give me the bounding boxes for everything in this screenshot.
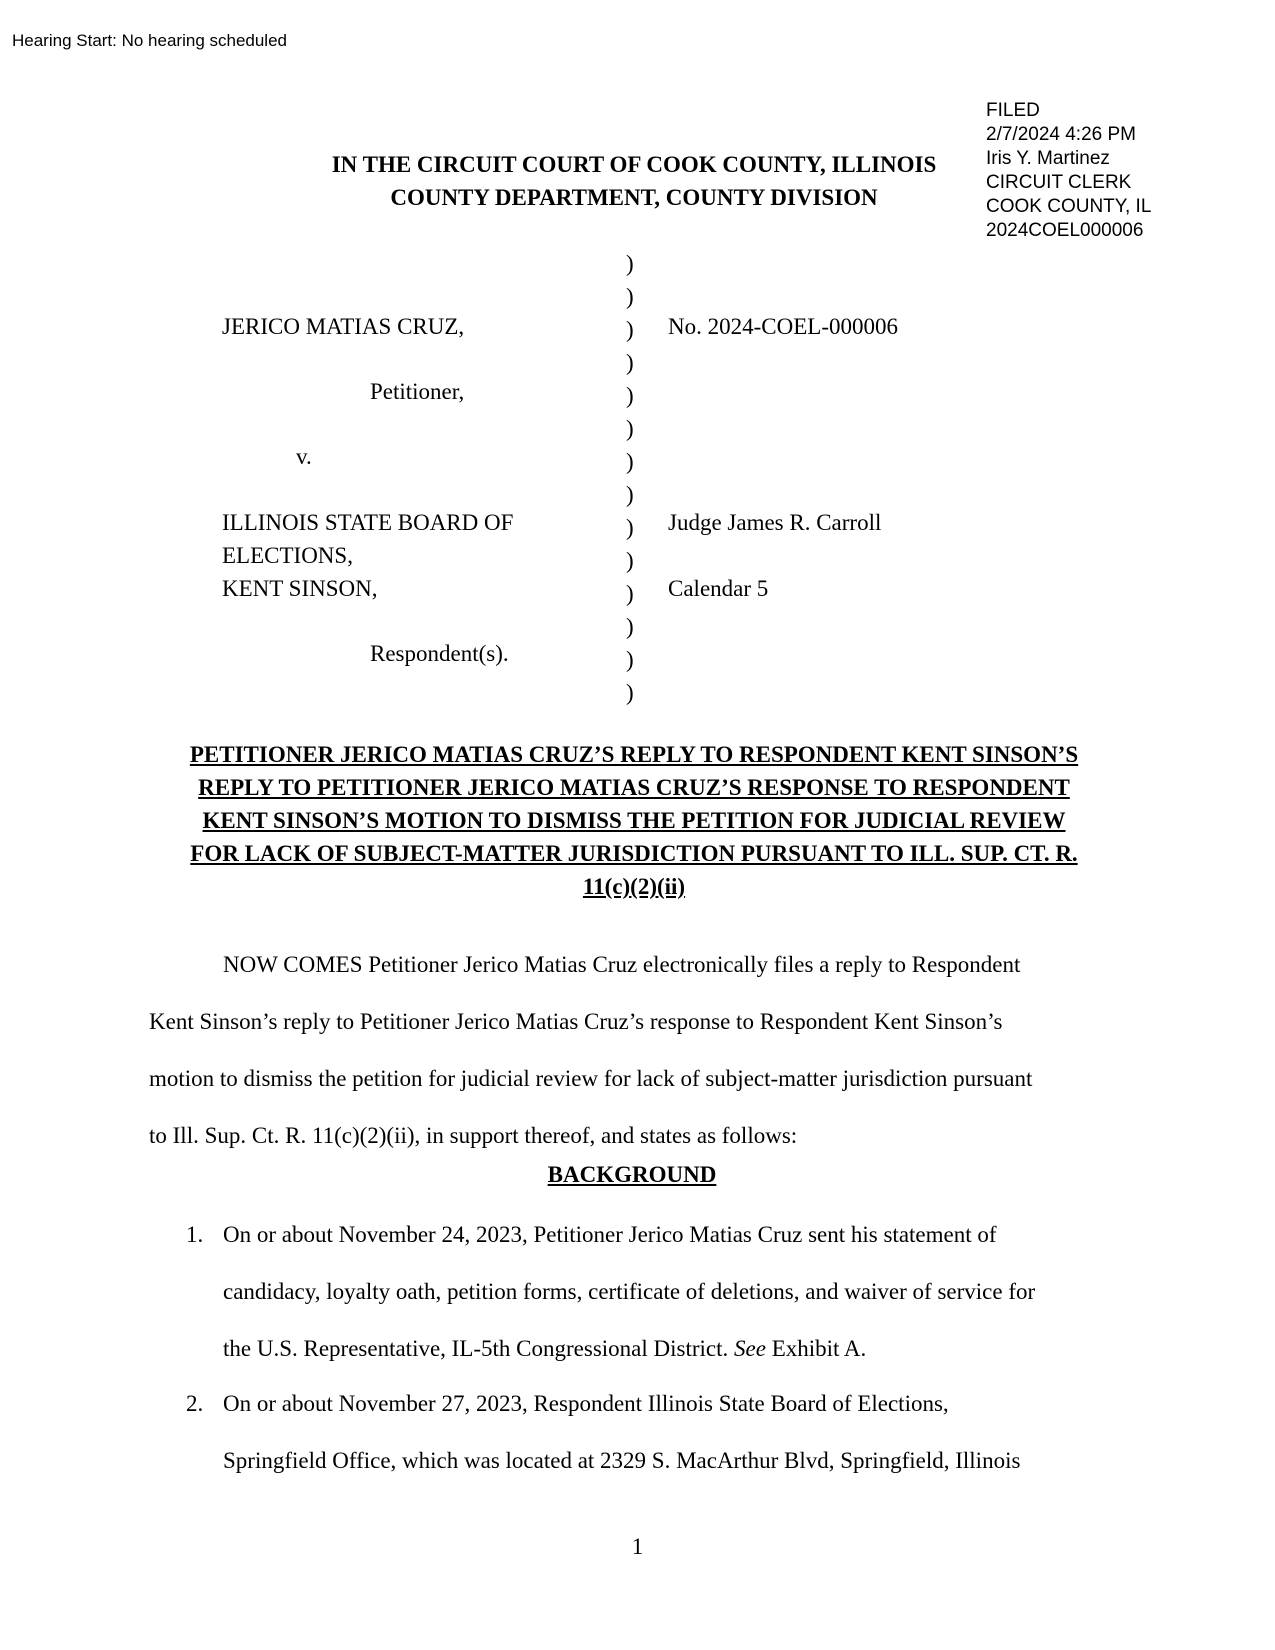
caption-paren: ) (626, 449, 634, 474)
document-title-line: FOR LACK OF SUBJECT-MATTER JURISDICTION PURSUANT TO ILL. SUP. CT. R. (190, 841, 1078, 866)
court-heading (300, 148, 968, 214)
paragraph-line: On or about November 24, 2023, Petitioner Jerico Matias Cruz sent his statement of (223, 1222, 997, 1247)
intro-line: Kent Sinson’s reply to Petitioner Jerico Matias Cruz’s response to Respondent Kent Sinson’s (149, 1009, 1003, 1034)
paragraph-text: the U.S. Representative, IL-5th Congressional District. (223, 1336, 735, 1361)
caption-paren: ) (626, 251, 634, 276)
intro-line: NOW COMES Petitioner Jerico Matias Cruz electronically files a reply to Respondent (223, 952, 1021, 977)
document-title-line: REPLY TO PETITIONER JERICO MATIAS CRUZ’S RESPONSE TO RESPONDENT (198, 775, 1070, 800)
caption-paren: ) (626, 383, 634, 408)
numbered-paragraph (186, 1206, 1035, 1377)
court-heading-line: COUNTY DEPARTMENT, COUNTY DIVISION (390, 185, 878, 210)
versus-label: v. (296, 444, 312, 469)
court-heading-line: IN THE CIRCUIT COURT OF COOK COUNTY, ILLINOIS (331, 152, 937, 177)
paragraph-number: 2. (186, 1391, 204, 1416)
filing-stamp (986, 99, 1151, 243)
petitioner-role: Petitioner, (370, 379, 465, 404)
caption-paren: ) (626, 284, 634, 309)
caption-paren: ) (626, 548, 634, 573)
petitioner-name: JERICO MATIAS CRUZ, (222, 314, 465, 339)
citation-signal: See (734, 1336, 766, 1361)
document-title (130, 738, 1138, 903)
document-title-line: KENT SINSON’S MOTION TO DISMISS THE PETITION FOR JUDICIAL REVIEW (202, 808, 1066, 833)
respondent-role: Respondent(s). (370, 641, 509, 666)
background-heading: BACKGROUND (547, 1162, 717, 1187)
intro-line: motion to dismiss the petition for judicial review for lack of subject-matter jurisdiction pursuant (149, 1066, 1033, 1091)
respondent-name-line: ILLINOIS STATE BOARD OF (222, 510, 514, 535)
caption-paren: ) (626, 614, 634, 639)
paragraph-number: 1. (186, 1222, 204, 1247)
intro-paragraph (149, 936, 1109, 1164)
caption-paren: ) (626, 515, 634, 540)
caption-paren: ) (626, 482, 634, 507)
caption-paren: ) (626, 317, 634, 342)
page-number: 1 (631, 1534, 644, 1559)
case-number: No. 2024-COEL-000006 (668, 314, 898, 339)
respondent-name-line: KENT SINSON, (222, 576, 378, 601)
filing-stamp-line: FILED (986, 100, 1040, 121)
caption-paren: ) (626, 350, 634, 375)
paragraph-line (223, 1320, 1035, 1377)
respondent-name-line: ELECTIONS, (222, 543, 353, 568)
document-title-line: PETITIONER JERICO MATIAS CRUZ’S REPLY TO RESPONDENT KENT SINSON’S (189, 742, 1079, 767)
filing-stamp-line: 2/7/2024 4:26 PM (986, 124, 1136, 145)
filing-stamp-line: COOK COUNTY, IL (986, 196, 1152, 217)
caption-paren: ) (626, 416, 634, 441)
filing-stamp-line: 2024COEL000006 (986, 220, 1144, 241)
document-title-line: 11(c)(2)(ii) (582, 874, 686, 899)
filing-stamp-line: CIRCUIT CLERK (986, 172, 1132, 193)
caption-paren: ) (626, 647, 634, 672)
numbered-paragraph (186, 1375, 1020, 1489)
caption-divider (626, 247, 634, 709)
paragraph-line: Springfield Office, which was located at 2329 S. MacArthur Blvd, Springfield, Illinois (223, 1448, 1021, 1473)
paragraph-text: Exhibit A. (765, 1336, 867, 1361)
judge-name: Judge James R. Carroll (668, 510, 882, 535)
filing-stamp-line: Iris Y. Martinez (986, 148, 1110, 169)
calendar-number: Calendar 5 (668, 576, 769, 601)
paragraph-line: On or about November 27, 2023, Respondent Illinois State Board of Elections, (223, 1391, 949, 1416)
hearing-start-notice: Hearing Start: No hearing scheduled (12, 31, 287, 50)
caption-paren: ) (626, 581, 634, 606)
paragraph-line: candidacy, loyalty oath, petition forms, certificate of deletions, and waiver of service for (223, 1279, 1036, 1304)
intro-line: to Ill. Sup. Ct. R. 11(c)(2)(ii), in support thereof, and states as follows: (149, 1123, 798, 1148)
caption-paren: ) (626, 680, 634, 705)
